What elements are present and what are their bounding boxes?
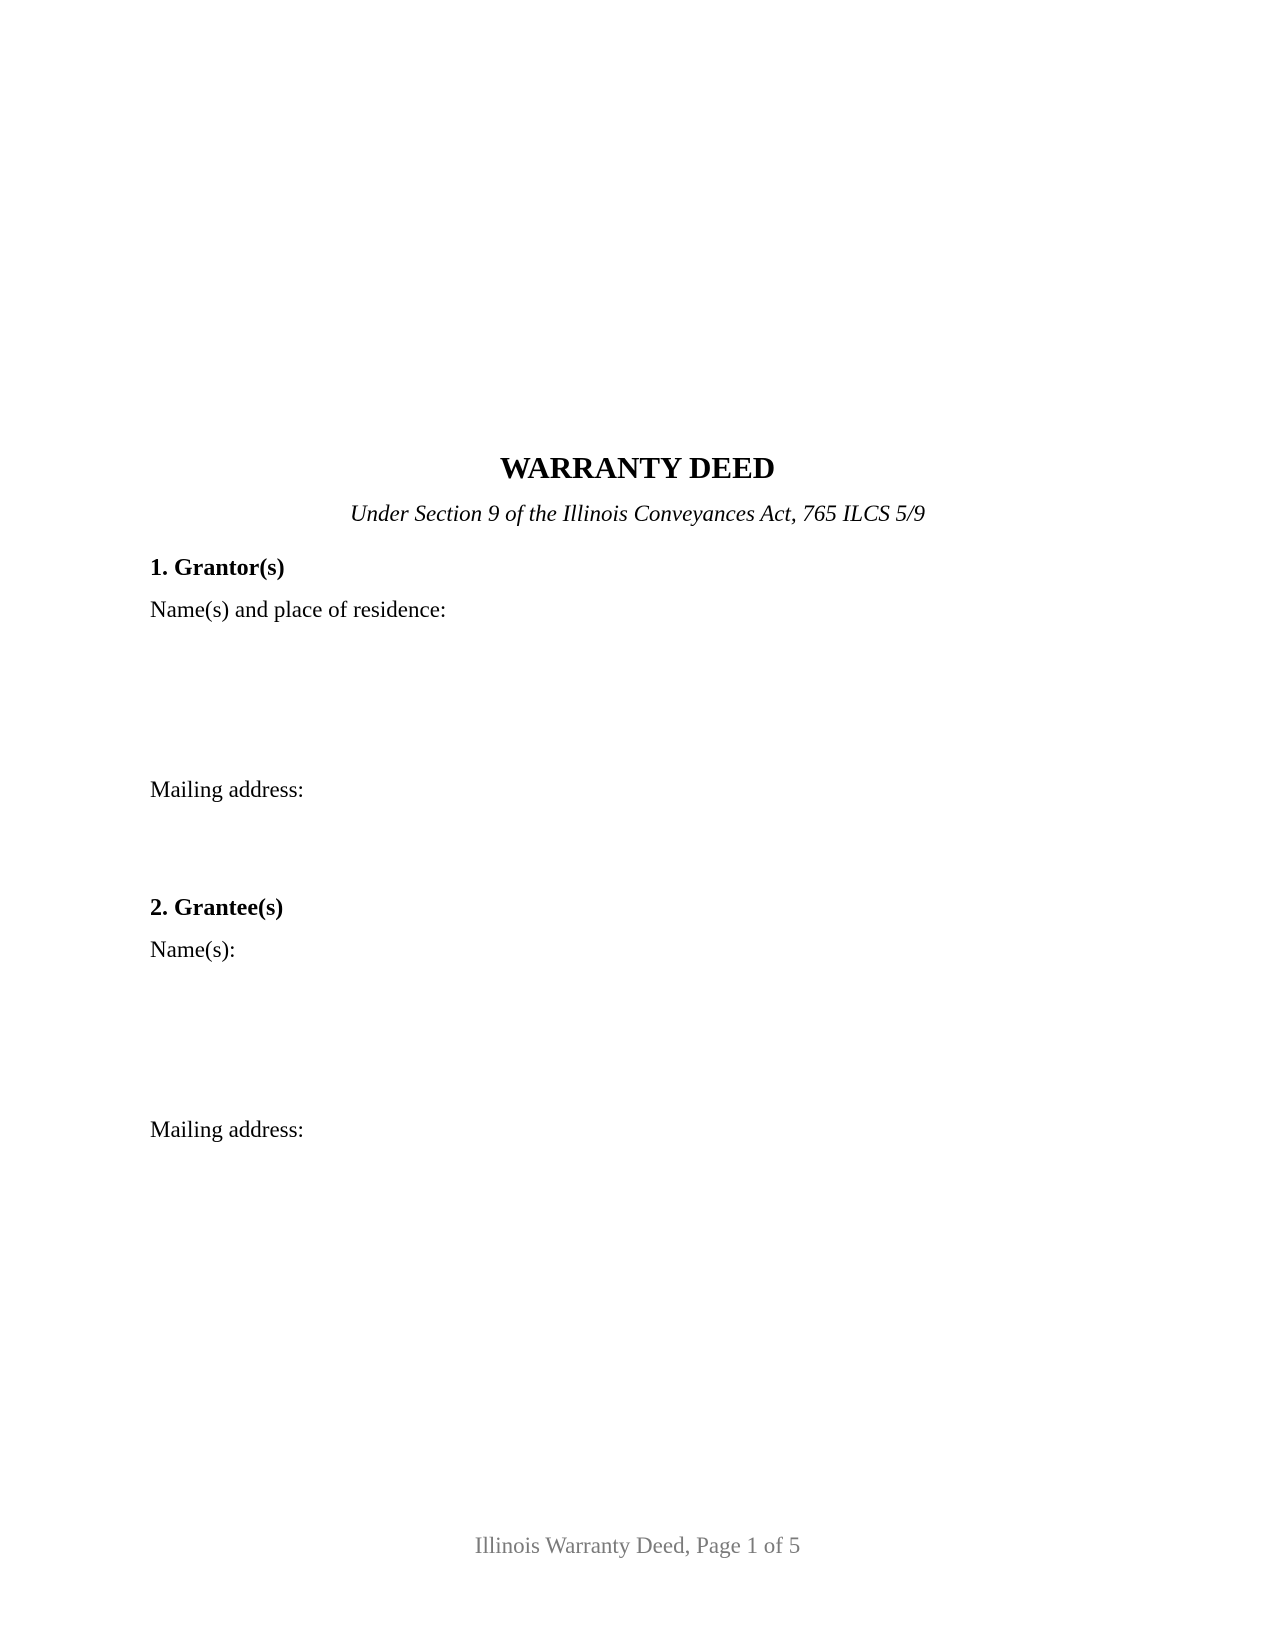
grantor-heading: 1. Grantor(s) xyxy=(150,555,285,581)
grantee-heading: 2. Grantee(s) xyxy=(150,895,284,921)
grantor-mailing-label: Mailing address: xyxy=(150,777,304,802)
page-footer: Illinois Warranty Deed, Page 1 of 5 xyxy=(474,1533,801,1558)
document-subtitle: Under Section 9 of the Illinois Conveyances Act, 765 ILCS 5/9 xyxy=(349,501,926,526)
grantor-names-label: Name(s) and place of residence: xyxy=(150,597,447,622)
grantee-mailing-label: Mailing address: xyxy=(150,1117,304,1142)
document-title: WARRANTY DEED xyxy=(499,450,776,485)
grantee-names-label: Name(s): xyxy=(150,937,236,962)
